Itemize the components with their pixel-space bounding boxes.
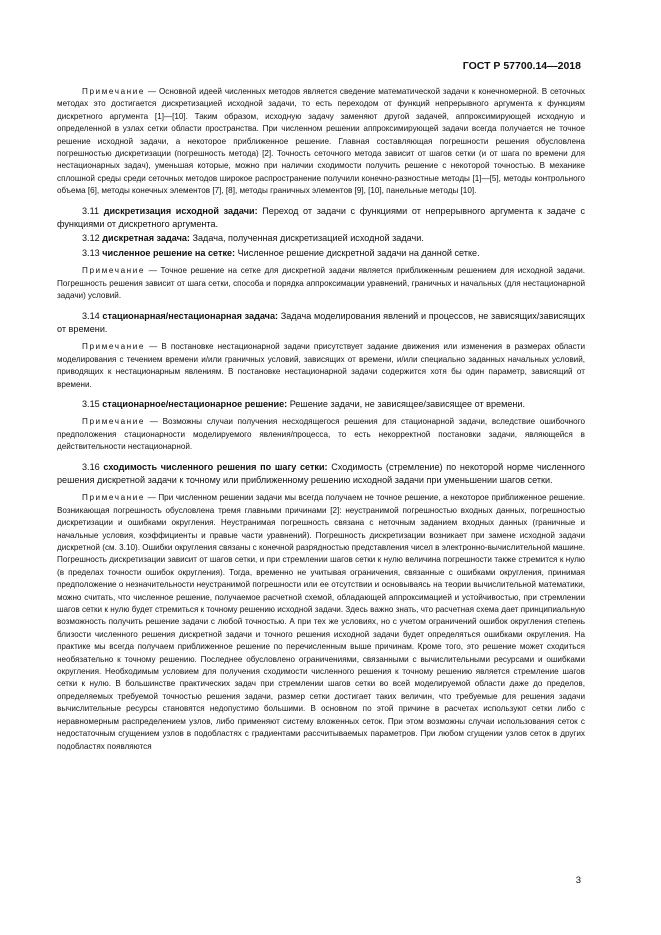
term-name: стационарное/нестационарное решение: [102,398,288,409]
note-paragraph [57,86,585,198]
page-content [57,86,585,760]
document-header: ГОСТ Р 57700.14—2018 [462,60,581,72]
term-text: Численное решение дискретной задачи на данной сетке. [235,247,480,258]
note-label: Примечание [82,342,146,352]
term-definition [57,398,585,411]
term-text: Решение задачи, не зависящее/зависящее от времени. [287,398,526,409]
term-text: Задача, полученная дискретизацией исходной задачи. [189,233,424,244]
note-paragraph [57,416,585,453]
note-paragraph [57,341,585,391]
note-label: Примечание [82,493,146,503]
term-definition [57,205,585,232]
term-definition [57,232,585,245]
term-text: Сходимость (стремление) по некоторой норме численного решения дискретной задачи к точному или приближенному решению исходной задачи при уменьшении шагов сетки. [57,461,585,485]
term-name: дискретная задача: [102,233,190,244]
note-label: Примечание [82,266,146,276]
term-definition [57,247,585,260]
term-number: 3.12 [82,233,100,244]
note-text: — Возможны случаи получения несходящегося решения для стационарной задачи, вследствие ошибочного предположения стационарности моделируемого явления/процесса, то есть некорректной постановки задачи, являющейся в действительности нестационарной. [57,417,585,452]
note-text: — В постановке нестационарной задачи присутствует задание движения или изменения в размерах области моделирования с течением времени и/или граничных условий, зависящих от времени, и/или специально заданных начальных условий, приводящих к нестационарным явлениям. В постановке нестационарной задачи содержится хотя бы один параметр, зависящий от времени. [57,342,585,389]
term-number: 3.15 [82,398,100,409]
term-text: Задача моделирования явлений и процессов, не зависящих/зависящих от времени. [57,310,585,334]
note-label: Примечание [82,87,146,96]
term-definition [57,461,585,488]
term-name: дискретизация исходной задачи: [103,205,258,216]
note-text: — Основной идеей численных методов является сведение математической задачи к конечномерной. В сеточных методах это достигается дискретизацией исходной задачи, то есть переходом от функций непрерывного аргумента к функциям дискретного аргумента [1]—[10]. Таким образом, исходную задачу заменяют другой задачей, аппроксимирующей исходную и определенной в узлах сетки области пространства. При численном решении аппроксимирующей задачи всегда получается не точное решение исходной задачи, а некоторое приближенное решение. Главная составляющая погрешности решения обусловлена погрешностью дискретизации (погрешность метода) [2]. Точность сеточного метода зависит от шагов сетки (и от шага по времени для нестационарных задач), уменьшая которые, можно при наличии сходимости получить решение с некоторой точностью. В механике сплошной среды среди сеточных методов широкое распространение получили конечно-разностные методы [1]—[5], методы контрольного объема [6], методы конечных элементов [7], [8], методы граничных элементов [9], [10], панельные методы [10]. [57,87,585,196]
page-number: 3 [575,875,581,886]
term-number: 3.13 [82,247,100,258]
term-number: 3.11 [82,205,100,216]
term-number: 3.16 [82,461,100,472]
note-text: — Точное решение на сетке для дискретной задачи является приближенным решением для исходной задачи. Погрешность решения зависит от шага сетки, способа и порядка аппроксимации уравнений, граничных и начальных (для нестационарной задачи) условий. [57,266,585,301]
note-paragraph [57,492,585,753]
term-name: численное решение на сетке: [102,247,236,258]
term-name: сходимость численного решения по шагу сетки: [103,461,328,472]
note-paragraph [57,265,585,302]
term-name: стационарная/нестационарная задача: [102,310,279,321]
note-text: — При численном решении задачи мы всегда получаем не точное решение, а некоторое приближенное решение. Возникающая погрешность обусловлена тремя главными причинами [2]: неустранимой погрешностью входных данных, погрешностью дискретизации и ошибками округления. Неустранимая погрешность связана с неточным заданием входных данных (граничные и начальные условия, коэффициенты и правые части уравнений). Погрешность дискретизации возникает при замене исходной задачи дискретной (см. 3.10). Ошибки округления связаны с конечной разрядностью представления чисел в электронно-вычислительной машине. Погрешность дискретизации зависит от шагов сетки, и при стремлении шагов сетки к нулю величина погрешности также стремится к нулю (в пределах точности ошибок округления). Тогда, временно не учитывая ограничения, связанные с ошибками округления, принимая предположение о незначительности неустранимой погрешности или ее отсутствии и основываясь на теории вычислительной математики, можно считать, что численное решение, получаемое расчетной схемой, обладающей аппроксимацией и устойчивостью, при стремлении шагов сетки к нулю будет стремиться к точному решению исходной задачи. Здесь важно знать, что расчетная схема дает принципиальную возможность получить решение задачи с любой точностью. А при тех же условиях, но с учетом ограничений ошибок округления степень близости численного решения дискретной задачи и точного решения исходной задачи будет определяться ошибками округления. На практике мы всегда получаем приближенное решение по перечисленным выше причинам. Кроме того, это решение может сходиться необязательно к точному решению. Последнее обусловлено ограничениями, связанными с вычислительными ресурсами и ошибками округления. Необходимым условием для получения сходимости численного решения к точному решению является стремление шагов сетки к нулю. В большинстве практических задач при стремлении шагов сетки во всей моделируемой области даже до пределов, определяемых требуемой точностью решения задачи, размер сетки достигает таких величин, что требуемые для решения задачи вычислительные ресурсы становятся недопустимо большими. В основном по этой причине в расчетах используют сетки либо с неравномерным распределением узлов, либо применяют систему вложенных сеток. При этом возможны случаи использования сеток с недостаточным сгущением узлов в подобластях с градиентами рассчитываемых параметров. При любом сгущении узлов сеток в других подобластях появляются [57,493,585,751]
term-definition [57,310,585,337]
note-label: Примечание [82,417,146,427]
term-number: 3.14 [82,310,100,321]
term-text: Переход от задачи с функциями от непрерывного аргумента к задаче с функциями от дискретного аргумента. [57,205,585,230]
